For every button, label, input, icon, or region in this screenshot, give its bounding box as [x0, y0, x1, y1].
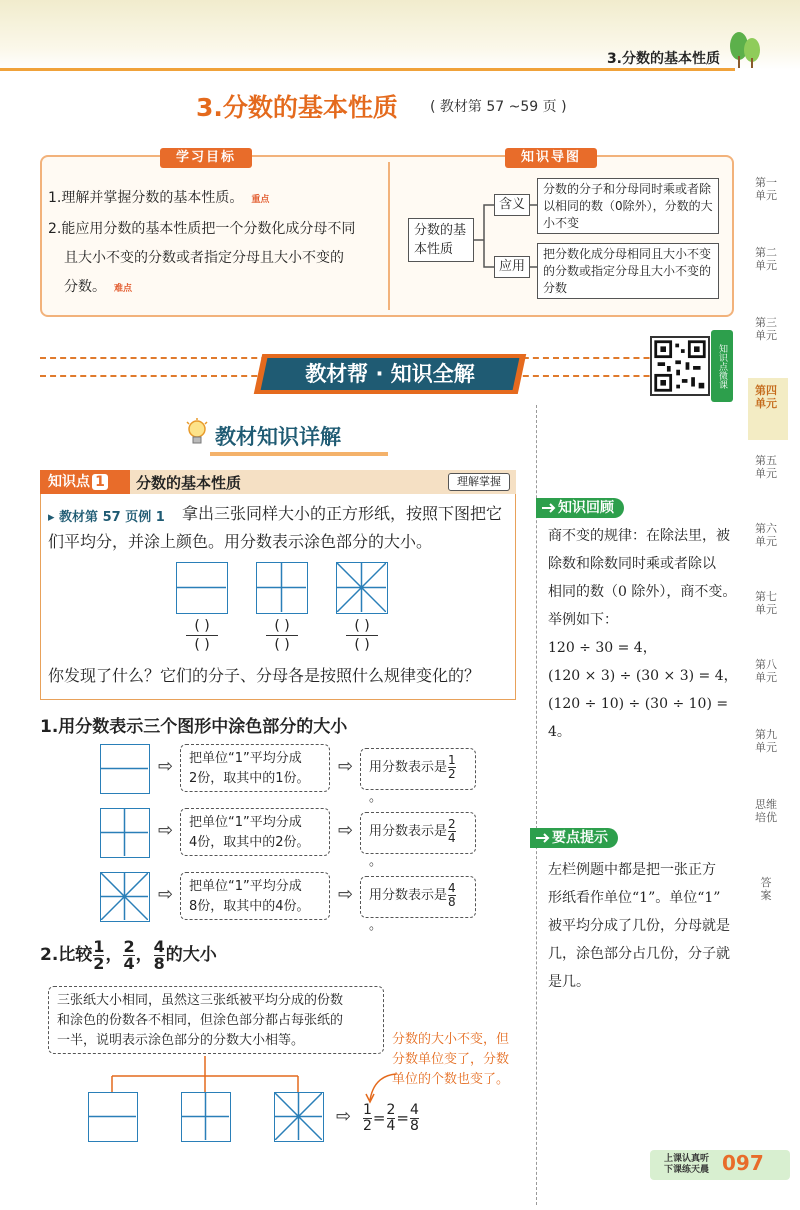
- numerator: 1: [363, 1102, 372, 1118]
- frame-divider: [388, 162, 390, 310]
- explain-box: [180, 808, 330, 856]
- explain-line: 一半，说明表示涂色部分的分数大小相等。: [57, 1033, 305, 1048]
- example-question: 你发现了什么？它们的分子、分母各是按照什么规律变化的？: [48, 666, 481, 685]
- explain-box: [180, 744, 330, 792]
- badge-label: 知识点: [48, 474, 90, 490]
- difficulty-tag: 难点: [114, 284, 133, 294]
- square-eighths: [336, 562, 388, 614]
- explain-line: 和涂色的份数各不相同，但涂色部分都占每张纸的: [57, 1013, 344, 1028]
- arrow-right-icon: ⇨: [338, 756, 354, 777]
- square-eighths: [100, 872, 150, 922]
- fraction: [410, 1103, 419, 1134]
- denominator: 8: [410, 1118, 419, 1134]
- review-line: (120 ÷ 10) ÷ (30 ÷ 10) = 4。: [548, 696, 729, 740]
- numerator: 2: [123, 936, 135, 956]
- example-text: 拿出三张同样大小的正方形纸，按照下图把它: [182, 504, 503, 523]
- section-banner: 教材帮 · 知识全解: [305, 362, 475, 386]
- example-reference: ▸ 教材第 57 页例 1: [48, 510, 165, 525]
- fraction: [123, 936, 135, 973]
- fraction: [93, 936, 105, 973]
- footer-line: 下课练天晨: [664, 1165, 710, 1175]
- fraction: [363, 1103, 372, 1134]
- column-separator: [536, 405, 537, 1205]
- tab-unit-3[interactable]: 第三单元: [755, 316, 777, 342]
- knowledge-point-badge: [40, 470, 130, 494]
- map-connector: [474, 195, 494, 275]
- square-halves: [176, 562, 228, 614]
- map-application-content: 把分数化成分母相同且大小不变的分数或指定分母且大小不变的分数: [537, 243, 719, 299]
- learning-goals: [48, 184, 384, 304]
- equals-sign: =: [396, 1109, 409, 1127]
- hand-pointer-icon: [534, 829, 552, 847]
- side-note: [392, 1030, 509, 1090]
- denominator: 2: [448, 767, 456, 781]
- tree-connector: [110, 1056, 300, 1092]
- fraction: [448, 818, 456, 845]
- map-root: 分数的基本性质: [408, 218, 474, 262]
- numerator: 2: [386, 1102, 396, 1118]
- fraction: [387, 1103, 396, 1134]
- review-line: (120 × 3) ÷ (30 × 3) = 4，: [548, 668, 738, 684]
- equality-expression: [362, 1100, 420, 1136]
- tab-unit-1[interactable]: 第一单元: [755, 176, 777, 202]
- tips-line: 形纸看作单位“1”。单位“1”: [548, 890, 721, 906]
- result-text: 用分数表示是: [369, 888, 448, 903]
- knowledge-point-title: 分数的基本性质: [136, 474, 242, 492]
- tab-unit-5[interactable]: 第五单元: [755, 454, 777, 480]
- explain-box: [180, 872, 330, 920]
- tab-thinking[interactable]: 思维培优: [755, 798, 777, 824]
- tab-unit-2[interactable]: 第二单元: [755, 246, 777, 272]
- goal-number: 1.: [48, 190, 62, 206]
- goal-item-last: [48, 273, 384, 304]
- numerator: 1: [93, 936, 105, 956]
- denominator: 8: [448, 895, 456, 909]
- map-meaning-content: 分数的分子和分母同时乘或者除以相同的数（0除外），分数的大小不变: [537, 178, 719, 234]
- note-line: 单位的个数也变了。: [392, 1072, 510, 1087]
- denominator: 2: [93, 953, 105, 973]
- arrow-right-icon: ⇨: [158, 756, 174, 777]
- map-branch-meaning: 含义: [494, 194, 530, 216]
- tab-unit-8[interactable]: 第八单元: [755, 658, 777, 684]
- review-line: 除数和除数同时乘或者除以: [548, 556, 716, 572]
- title-underline: [210, 452, 388, 456]
- review-line: 举例如下：: [548, 612, 618, 628]
- goal-item: [48, 215, 384, 244]
- blank-numerator[interactable]: ( ): [194, 618, 210, 634]
- comparison-explain-box: [48, 986, 384, 1054]
- blank-numerator[interactable]: ( ): [274, 618, 290, 634]
- page-title: 3.分数的基本性质: [196, 93, 398, 122]
- review-text: [548, 522, 738, 746]
- numerator: 2: [448, 817, 456, 831]
- knowledge-map-label: 知识导图: [505, 148, 597, 168]
- goal-item: [48, 184, 384, 215]
- review-line: 120 ÷ 30 = 4，: [548, 640, 657, 656]
- tab-answers[interactable]: 答案: [760, 876, 772, 902]
- blank-fraction[interactable]: [182, 618, 222, 653]
- explain-line: 2份，取其中的1份。: [189, 771, 310, 786]
- explain-line: 8份，取其中的4份。: [189, 899, 310, 914]
- textbook-reference: ( 教材第 57 ~59 页 ): [430, 99, 567, 115]
- header-rule: [0, 68, 735, 71]
- square-quarters: [256, 562, 308, 614]
- result-box: 用分数表示是 $\frac{2}{4}$ 。: [360, 812, 476, 854]
- goal-text: 分数。: [64, 279, 106, 295]
- denominator: 4: [386, 1118, 396, 1134]
- tab-unit-4[interactable]: 第四单元: [755, 384, 777, 410]
- square-halves: [100, 744, 150, 794]
- section-title: 教材知识详解: [215, 425, 341, 449]
- denominator: 8: [153, 953, 165, 973]
- tips-line: 左栏例题中都是把一张正方: [548, 862, 716, 878]
- explain-line: 4份，取其中的2份。: [189, 835, 310, 850]
- equals-sign: =: [372, 1109, 386, 1127]
- explain-line: 把单位“1”平均分成: [189, 879, 302, 894]
- square-halves: [88, 1092, 138, 1142]
- goal-text: 能应用分数的基本性质把一个分数化成分母不同: [61, 221, 356, 237]
- explain-line: 把单位“1”平均分成: [189, 815, 302, 830]
- key-point-tag: 重点: [251, 195, 270, 205]
- review-label: 知识回顾: [536, 498, 624, 518]
- numerator: 4: [448, 881, 456, 895]
- numerator: 1: [448, 753, 456, 767]
- mastery-tag: 理解掌握: [448, 473, 510, 491]
- numerator: 4: [153, 936, 165, 956]
- square-eighths: [274, 1092, 324, 1142]
- running-title: 3.分数的基本性质: [606, 51, 720, 67]
- result-box: 用分数表示是 $\frac{4}{8}$ 。: [360, 876, 476, 918]
- blank-fraction[interactable]: [262, 618, 302, 653]
- tips-label: 要点提示: [530, 828, 618, 848]
- arrow-right-icon: ⇨: [336, 1106, 352, 1127]
- review-line: 相同的数（0 除外），商不变。: [548, 584, 737, 600]
- fraction: [448, 754, 456, 781]
- tree-icon: [728, 30, 762, 70]
- micro-lesson-tag[interactable]: 知识点微课: [711, 330, 733, 402]
- goal-text: 且大小不变的分数或者指定分母且大小不变的: [64, 250, 344, 266]
- note-line: 分数的大小不变，但: [392, 1032, 510, 1047]
- arrow-right-icon: ⇨: [338, 820, 354, 841]
- blank-denominator[interactable]: ( ): [354, 637, 370, 653]
- review-line: 商不变的规律：在除法里，被: [548, 528, 730, 544]
- explain-line: 把单位“1”平均分成: [189, 751, 302, 766]
- result-text: 用分数表示是: [369, 824, 448, 839]
- footer-motto: [664, 1154, 709, 1176]
- denominator: 4: [123, 953, 135, 973]
- map-branch-application: 应用: [494, 256, 530, 278]
- lightbulb-icon: [185, 418, 209, 448]
- tab-unit-9[interactable]: 第九单元: [755, 728, 777, 754]
- denominator: 4: [448, 831, 456, 845]
- arrow-right-icon: ⇨: [158, 820, 174, 841]
- page-number: 097: [722, 1151, 764, 1175]
- heading-prefix: 2.比较: [40, 945, 93, 965]
- heading-suffix: 的大小: [165, 945, 217, 965]
- blank-fraction[interactable]: [342, 618, 382, 653]
- denominator: 2: [363, 1118, 372, 1134]
- square-quarters: [100, 808, 150, 858]
- arrow-right-icon: ⇨: [158, 884, 174, 905]
- qr-code-icon[interactable]: [650, 336, 710, 396]
- square-quarters: [181, 1092, 231, 1142]
- learning-goals-label: 学习目标: [160, 148, 252, 168]
- explain-line: 三张纸大小相同，虽然这三张纸被平均分成的份数: [57, 993, 344, 1008]
- part1-heading: 1.用分数表示三个图形中涂色部分的大小: [40, 717, 348, 737]
- blank-denominator[interactable]: ( ): [194, 637, 210, 653]
- tab-unit-7[interactable]: 第七单元: [755, 590, 777, 616]
- goal-number: 2.: [48, 221, 62, 237]
- result-text: 用分数表示是: [369, 760, 448, 775]
- part2-heading: 2.比较 $\frac{1}{2}$ ， $\frac{2}{4}$ ， $\frac{4}{8}$ 的大小: [40, 936, 217, 973]
- example-text: 们平均分，并涂上颜色。用分数表示涂色部分的大小。: [48, 532, 433, 551]
- footer-line: 上课认真听: [664, 1154, 710, 1164]
- blank-numerator[interactable]: ( ): [354, 618, 370, 634]
- tab-unit-6[interactable]: 第六单元: [755, 522, 777, 548]
- badge-number: 1: [92, 474, 108, 490]
- fraction: [448, 882, 456, 909]
- hand-pointer-icon: [540, 499, 558, 517]
- note-line: 分数单位变了，分数: [392, 1052, 510, 1067]
- tips-line: 被平均分成了几份，分母就是: [548, 918, 730, 934]
- arrow-right-icon: ⇨: [338, 884, 354, 905]
- tips-line: 几，涂色部分占几份，分子就: [548, 946, 730, 962]
- tips-line: 是几。: [548, 974, 590, 990]
- fraction: [153, 936, 165, 973]
- result-box: 用分数表示是 $\frac{1}{2}$ 。: [360, 748, 476, 790]
- numerator: 4: [410, 1102, 419, 1118]
- goal-text: 理解并掌握分数的基本性质。: [61, 190, 244, 206]
- blank-denominator[interactable]: ( ): [274, 637, 290, 653]
- tips-text: [548, 856, 738, 996]
